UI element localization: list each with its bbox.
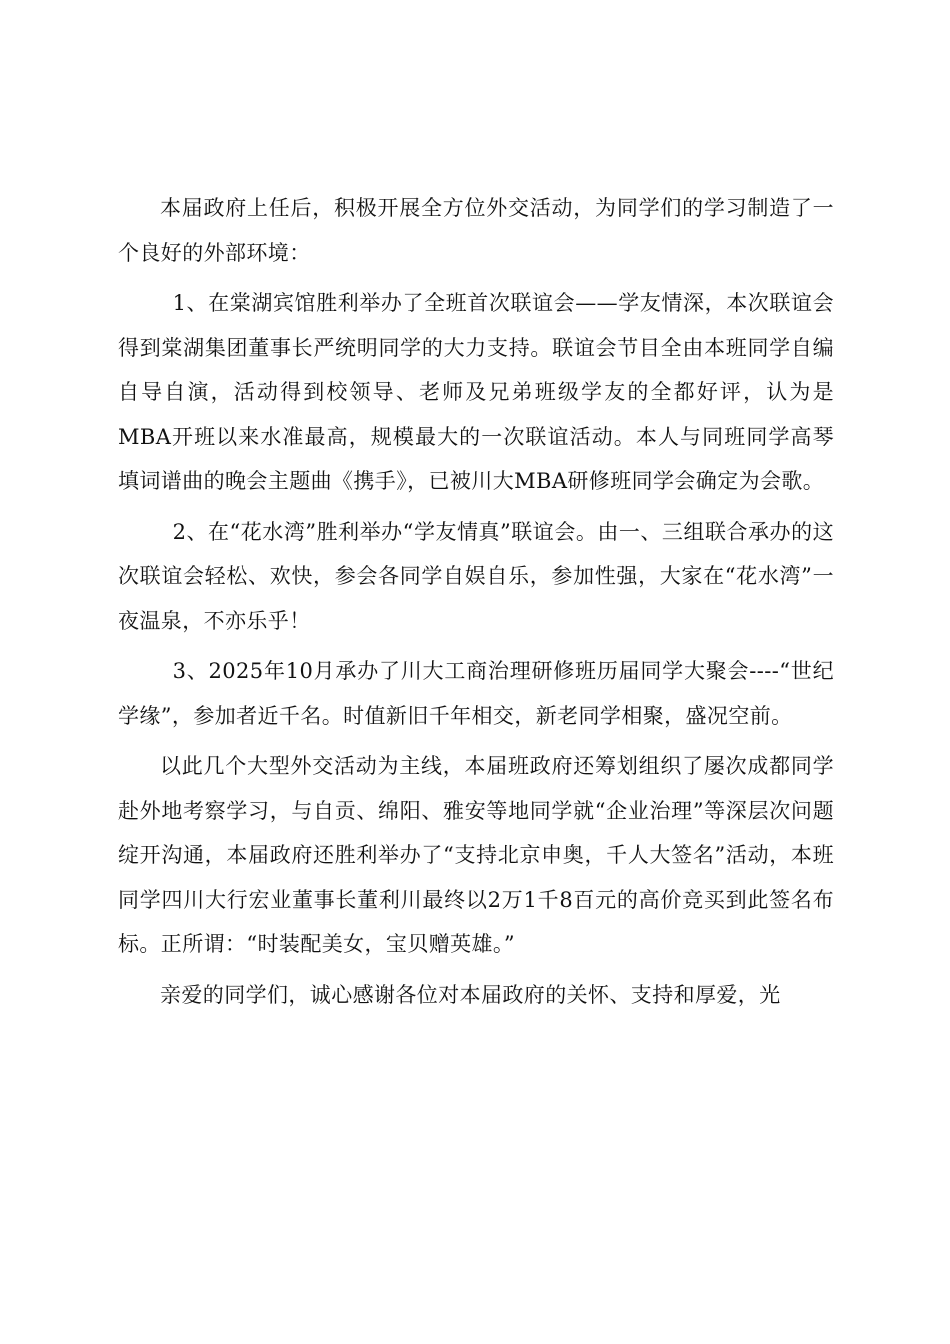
- paragraph-summary: 以此几个大型外交活动为主线，本届班政府还筹划组织了屡次成都同学赴外地考察学习，与自贡、绵阳、雅安等地同学就“企业治理”等深层次问题绽开沟通，本届政府还胜利举办了“支持北京申奥，千人大签名”活动，本班同学四川大行宏业董事长董利川最终以2万1千8百元的高价竞买到此签名布标。正所谓：“时装配美女，宝贝赠英雄。”: [118, 754, 834, 956]
- document-body: [118, 186, 834, 1023]
- paragraph-item-3: 3、2025年10月承办了川大工商治理研修班历届同学大聚会----“世纪学缘”，参加者近千名。时值新旧千年相交，新老同学相聚，盛况空前。: [118, 659, 834, 728]
- paragraph-closing: 亲爱的同学们，诚心感谢各位对本届政府的关怀、支持和厚爱，光: [160, 982, 781, 1007]
- paragraph-item-2: 2、在“花水湾”胜利举办“学友情真”联谊会。由一、三组联合承办的这次联谊会轻松、欢快，参会各同学自娱自乐，参加性强，大家在“花水湾”一夜温泉，不亦乐乎！: [118, 519, 834, 633]
- paragraph-item-1: 1、在棠湖宾馆胜利举办了全班首次联谊会——学友情深，本次联谊会得到棠湖集团董事长严统明同学的大力支持。联谊会节目全由本班同学自编自导自演，活动得到校领导、老师及兄弟班级学友的全都好评，认为是MBA开班以来水准最高，规模最大的一次联谊活动。本人与同班同学高琴填词谱曲的晚会主题曲《携手》，已被川大MBA研修班同学会确定为会歌。: [118, 291, 834, 493]
- paragraph-intro: 本届政府上任后，积极开展全方位外交活动，为同学们的学习制造了一个良好的外部环境：: [118, 196, 834, 265]
